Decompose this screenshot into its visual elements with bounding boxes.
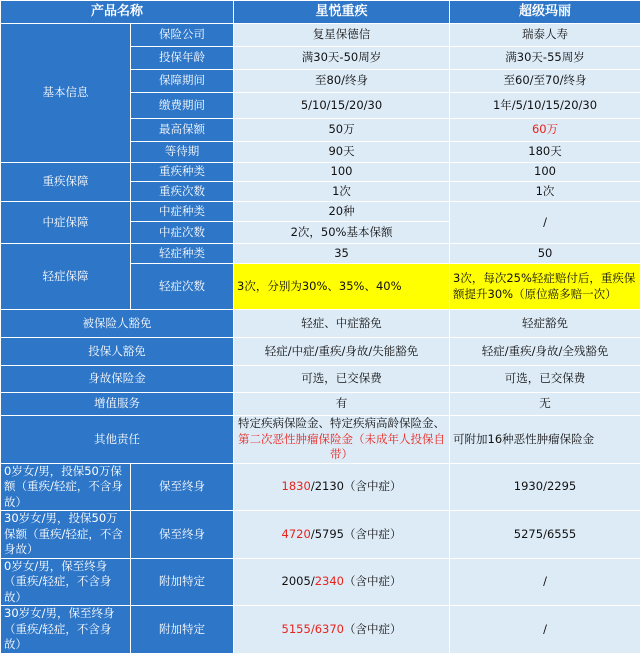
product2-value: 满30天-55周岁 bbox=[450, 47, 640, 70]
price-rest: /5795（含中症） bbox=[311, 527, 402, 541]
row-label: 轻症种类 bbox=[131, 244, 234, 264]
product2-value: 100 bbox=[450, 163, 640, 182]
product2-value: 5275/6555 bbox=[450, 511, 640, 559]
product-name-header: 产品名称 bbox=[1, 1, 234, 24]
product1-value-highlight: 3次，分别为30%、35%、40% bbox=[234, 264, 450, 310]
product2-value: 轻症/重疾/身故/全残豁免 bbox=[450, 338, 640, 366]
product2-value: 1930/2295 bbox=[450, 463, 640, 511]
product1-value: 35 bbox=[234, 244, 450, 264]
row-label: 中症种类 bbox=[131, 202, 234, 222]
row-label: 被保险人豁免 bbox=[1, 310, 234, 338]
product2-value: 50 bbox=[450, 244, 640, 264]
table-row bbox=[1, 310, 640, 338]
row-label: 最高保额 bbox=[131, 119, 234, 142]
table-row bbox=[1, 202, 640, 222]
product2-value-highlight: 3次，每次25%轻症赔付后，重疾保额提升30%（原位癌多赔一次） bbox=[450, 264, 640, 310]
product2-header: 超级玛丽 bbox=[450, 1, 640, 24]
product1-value bbox=[234, 558, 450, 606]
table-row bbox=[1, 24, 640, 47]
category-moderate-illness: 中症保障 bbox=[1, 202, 131, 244]
table-row bbox=[1, 511, 640, 559]
row-label: 身故保险金 bbox=[1, 366, 234, 393]
price-red: 2340 bbox=[315, 574, 344, 588]
table-row bbox=[1, 558, 640, 606]
product1-value: 满30天-50周岁 bbox=[234, 47, 450, 70]
table-row bbox=[1, 606, 640, 654]
table-row bbox=[1, 244, 640, 264]
row-label: 0岁女/男，保至终身（重疾/轻症，不含身故） bbox=[1, 558, 131, 606]
row-label: 30岁女/男，投保50万保额（重疾/轻症，不含身故） bbox=[1, 511, 131, 559]
product1-value: 90天 bbox=[234, 142, 450, 163]
product1-value: 轻症、中症豁免 bbox=[234, 310, 450, 338]
product1-value: 至80/终身 bbox=[234, 70, 450, 93]
row-label: 投保人豁免 bbox=[1, 338, 234, 366]
other-text: 特定疾病保险金、特定疾病高龄保险金、 bbox=[238, 416, 445, 430]
price-rest: /2130（含中症） bbox=[311, 479, 402, 493]
row-label: 0岁女/男，投保50万保额（重疾/轻症，不含身故） bbox=[1, 463, 131, 511]
product2-value: 瑞泰人寿 bbox=[450, 24, 640, 47]
price-rest: （含中症） bbox=[344, 574, 402, 588]
table-row bbox=[1, 163, 640, 182]
table-row bbox=[1, 463, 640, 511]
row-label: 保险公司 bbox=[131, 24, 234, 47]
product1-value: 5/10/15/20/30 bbox=[234, 93, 450, 119]
product2-value: 无 bbox=[450, 393, 640, 416]
category-critical-illness: 重疾保障 bbox=[1, 163, 131, 202]
category-mild-illness: 轻症保障 bbox=[1, 244, 131, 310]
product1-value: 复星保德信 bbox=[234, 24, 450, 47]
product2-value: / bbox=[450, 202, 640, 244]
product1-value: 1次 bbox=[234, 182, 450, 202]
row-label: 轻症次数 bbox=[131, 264, 234, 310]
price-red: 4720 bbox=[282, 527, 311, 541]
price-a: 2005/ bbox=[282, 574, 315, 588]
product1-value: 2次，50%基本保额 bbox=[234, 222, 450, 244]
product1-value bbox=[234, 511, 450, 559]
row-label: 保障期间 bbox=[131, 70, 234, 93]
row-sublabel: 附加特定 bbox=[131, 606, 234, 654]
product1-value: 有 bbox=[234, 393, 450, 416]
table-row bbox=[1, 366, 640, 393]
row-label: 30岁女/男，保至终身（重疾/轻症，不含身故） bbox=[1, 606, 131, 654]
product2-value: / bbox=[450, 558, 640, 606]
row-label: 其他责任 bbox=[1, 416, 234, 464]
product2-value: 可选，已交保费 bbox=[450, 366, 640, 393]
row-sublabel: 附加特定 bbox=[131, 558, 234, 606]
row-label: 中症次数 bbox=[131, 222, 234, 244]
product2-value: 1年/5/10/15/20/30 bbox=[450, 93, 640, 119]
product1-value: 100 bbox=[234, 163, 450, 182]
product1-value bbox=[234, 463, 450, 511]
product1-header: 星悦重疾 bbox=[234, 1, 450, 24]
price-red: 1830 bbox=[282, 479, 311, 493]
product2-value: / bbox=[450, 606, 640, 654]
category-basic-info: 基本信息 bbox=[1, 24, 131, 163]
other-text-red: 第二次恶性肿瘤保险金（未成年人投保自带） bbox=[238, 432, 445, 462]
product1-value bbox=[234, 606, 450, 654]
price-red: 5155/6370 bbox=[282, 622, 344, 636]
product1-value: 轻症/中症/重疾/身故/失能豁免 bbox=[234, 338, 450, 366]
product1-value bbox=[234, 416, 450, 464]
table-row bbox=[1, 338, 640, 366]
product2-value: 180天 bbox=[450, 142, 640, 163]
row-label: 重疾种类 bbox=[131, 163, 234, 182]
row-label: 缴费期间 bbox=[131, 93, 234, 119]
product1-value: 可选，已交保费 bbox=[234, 366, 450, 393]
product1-value: 50万 bbox=[234, 119, 450, 142]
product2-value: 可附加16种恶性肿瘤保险金 bbox=[450, 416, 640, 464]
row-sublabel: 保至终身 bbox=[131, 511, 234, 559]
row-label: 重疾次数 bbox=[131, 182, 234, 202]
product2-value: 轻症豁免 bbox=[450, 310, 640, 338]
row-label: 增值服务 bbox=[1, 393, 234, 416]
table-row bbox=[1, 393, 640, 416]
price-rest: （含中症） bbox=[344, 622, 402, 636]
table-row bbox=[1, 416, 640, 464]
row-sublabel: 保至终身 bbox=[131, 463, 234, 511]
header-row bbox=[1, 1, 640, 24]
product2-value: 至60/至70/终身 bbox=[450, 70, 640, 93]
product2-value: 60万 bbox=[450, 119, 640, 142]
product2-value: 1次 bbox=[450, 182, 640, 202]
row-label: 等待期 bbox=[131, 142, 234, 163]
row-label: 投保年龄 bbox=[131, 47, 234, 70]
product1-value: 20种 bbox=[234, 202, 450, 222]
